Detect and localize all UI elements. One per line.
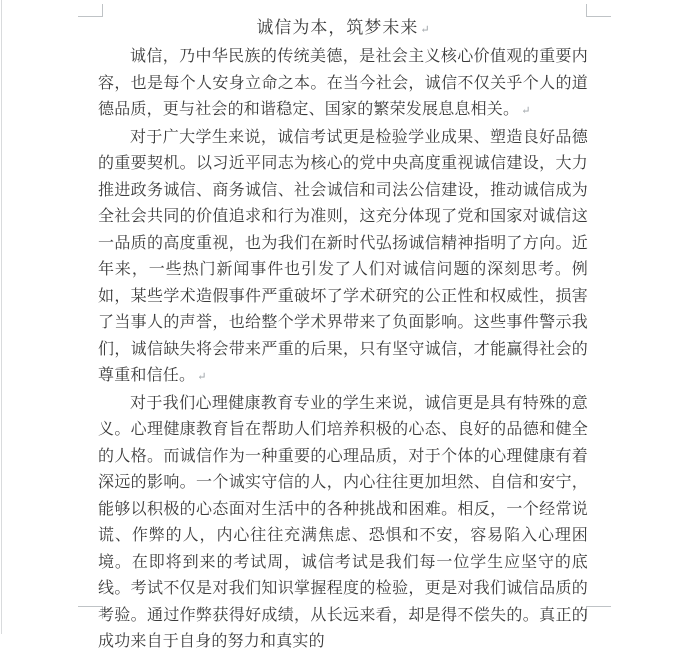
paragraph-2-text: 对于广大学生来说，诚信考试更是检验学业成果、塑造良好品德的重要契机。以习近平同志为核心的党中央高度重视诚信建设，大力推进政务诚信、商务诚信、社会诚信和司法公信建设，推动诚信成为全社会共同的价值追求和行为准则，这充分体现了党和国家对诚信这一品质的高度重视，也为我们在新时代弘扬诚信精神指明了方向。近年来，一些热门新闻事件也引发了人们对诚信问题的深刻思考。例如，某些学术造假事件严重破坏了学术研究的公正性和权威性，损害了当事人的声誉，也给整个学术界带来了负面影响。这些事件警示我们，诚信缺失将会带来严重的后果，只有坚守诚信，才能赢得社会的尊重和信任。 bbox=[98, 128, 588, 384]
page-edge-left bbox=[1, 0, 2, 634]
paragraph-1[interactable] bbox=[98, 44, 588, 125]
document-title-text: 诚信为本，筑梦未来 bbox=[256, 18, 419, 37]
paragraph-1-text: 诚信，乃中华民族的传统美德，是社会主义核心价值观的重要内容，也是每个人安身立命之本。在当今社会，诚信不仅关乎个人的道德品质，更与社会的和谐稳定、国家的繁荣发展息息相关。 bbox=[98, 48, 588, 118]
paragraph-return-mark: ↵ bbox=[197, 371, 207, 383]
paragraph-return-mark: ↵ bbox=[420, 24, 430, 36]
paragraph-3[interactable] bbox=[98, 391, 588, 656]
document-title[interactable] bbox=[98, 14, 588, 44]
paragraph-3-text: 对于我们心理健康教育专业的学生来说，诚信更是具有特殊的意义。心理健康教育旨在帮助人们培养积极的心态、良好的品德和健全的人格。而诚信作为一种重要的心理品质，对于个体的心理健康有着深远的影响。一个诚实守信的人，内心往往更加坦然、自信和安宁，能够以积极的心态面对生活中的各种挑战和困难。相反，一个经常说谎、作弊的人，内心往往充满焦虑、恐惧和不安，容易陷入心理困境。在即将到来的考试周，诚信考试是我们每一位学生应坚守的底线。考试不仅是对我们知识掌握程度的检验，更是对我们诚信品质的考验。通过作弊获得好成绩，从长远来看，却是得不偿失的。真正的成功来自于自身的努力和真实的 bbox=[98, 394, 588, 650]
paragraph-2[interactable] bbox=[98, 125, 588, 391]
document-content[interactable] bbox=[98, 14, 588, 656]
text-boundary-mark-bottom-right bbox=[586, 606, 611, 619]
text-boundary-mark-top-right bbox=[586, 4, 611, 17]
paragraph-return-mark: ↵ bbox=[521, 105, 531, 117]
